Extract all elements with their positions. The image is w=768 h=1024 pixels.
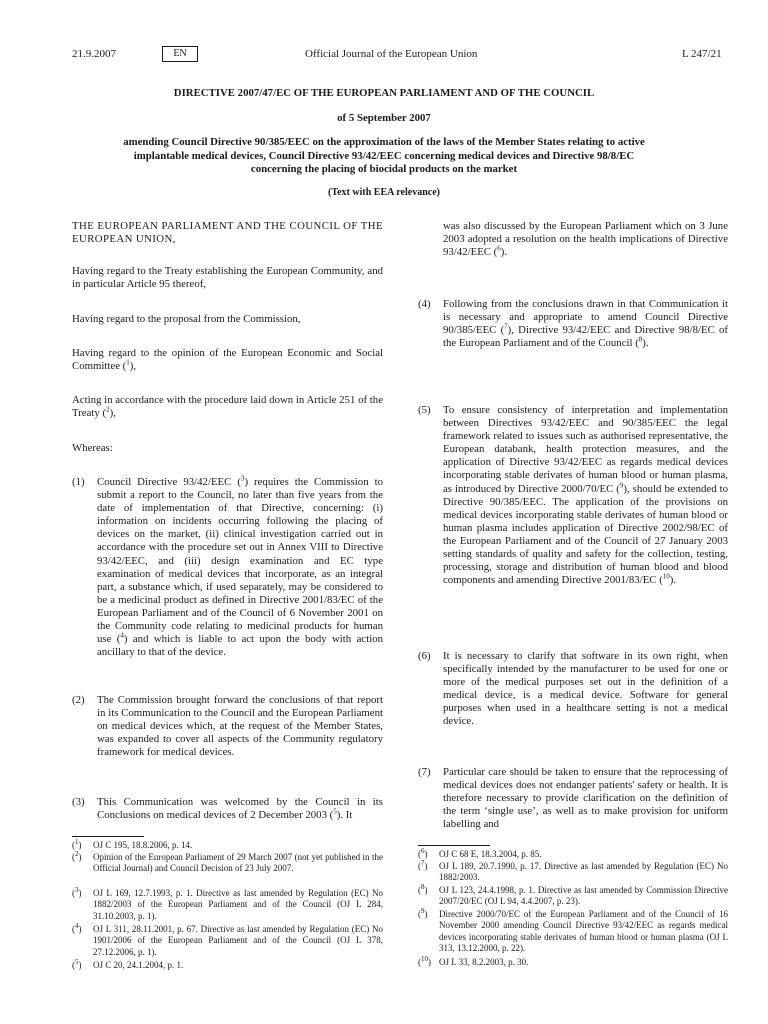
recital-number: (2): [72, 694, 85, 706]
recital-text: Council Directive 93/42/EEC ($^3$) requires the Commission to submit a report to the Council, no later than five years from the date of implementation of that Directive, concerning: (i) information on incidents occurring following the placing of devices on the market, (ii) clinical investigation carried out in accordance with the procedure set out in Annex VIII to Directive 93/42/EEC, and (iii) design examination and EC type examination of medical devices that incorporate, as an integral part, a substance which, if used separately, may be considered to be a medicinal product as defined in Directive 2001/83/EC of the European Parliament and of the Council of 6 November 2001 on the Community code relating to medicinal products for human use ($^4$) and which is liable to act upon the body with action ancillary to that of the device.: [97, 474, 383, 659]
directive-subject: amending Council Directive 90/385/EEC on the approximation of the laws of the Member States relating to active implantable medical devices, Council Directive 93/42/EEC concerning medical devices and Directive 98/8/EC concerning the placing of biocidal products on the market: [123, 136, 645, 175]
intro-paragraph: THE EUROPEAN PARLIAMENT AND THE COUNCIL OF THE EUROPEAN UNION,: [72, 220, 383, 246]
publication-date: 21.9.2007: [72, 48, 116, 60]
whereas-label: Whereas:: [72, 442, 113, 454]
recital-number: (6): [418, 650, 431, 662]
paragraph-proposal: Having regard to the proposal from the Commission,: [72, 313, 301, 325]
paragraph-opinion: Having regard to the opinion of the European Economic and Social Committee ($^1$),: [72, 347, 383, 373]
recital-text: Following from the conclusions drawn in that Communication it is necessary and appropriate to amend Council Directive 90/385/EEC ($^7$), Directive 93/42/EEC and Directive 98/8/EC of the European Parliament and of the Council ($^8$).: [443, 298, 728, 350]
recital-3: [72, 796, 383, 826]
eea-relevance: (Text with EEA relevance): [328, 187, 440, 198]
recital-text: This Communication was welcomed by the Council in its Conclusions on medical devices of 2 December 2003 ($^5$). It: [97, 796, 383, 822]
recital-number: (4): [418, 298, 431, 310]
journal-title: Official Journal of the European Union: [305, 48, 478, 60]
recital-2: [72, 694, 383, 774]
recital-3-continued: was also discussed by the European Parliament which on 3 June 2003 adopted a resolution on the health implications of Directive 93/42/EEC ($^6$).: [443, 220, 728, 259]
footnotes-left: ($^1$) OJ C 195, 18.8.2006, p. 14. ($^2$) Opinion of the European Parliament of 29 March 2007 (not yet published in the Official Journal) and Council Decision of 23 July 2007. ($^3$) OJ L 169, 12.7.1993, p. 1. Directive as last amended by Regulation (EC) No 1882/2003 of the European Parliament and of the Council (OJ L 284, 31.10.2003, p. 1). ($^4$) OJ L 311, 28.11.2001, p. 67. Directive as last amended by Regulation (EC) No 1901/2006 of the European Parliament and of the Council (OJ L 378, 27.12.2006, p. 1). ($^5$) OJ C 20, 24.1.2004, p. 1.: [72, 838, 383, 970]
language-badge: EN: [162, 46, 198, 62]
footnotes-right: ($^6$) OJ C 68 E, 18.3.2004, p. 85. ($^7$) OJ L 189, 20.7.1990, p. 17. Directive as last amended by Regulation (EC) No 1882/2003. ($^8$) OJ L 123, 24.4.1998, p. 1. Directive as last amended by Commission Directive 2007/20/EC (OJ L 94, 4.4.2007, p. 23). ($^9$) Directive 2000/70/EC of the European Parliament and of the Council of 16 November 2000 amending Council Directive 93/42/EEC as regards medical devices incorporating stable derivates of human blood or human plasma (OJ L 313, 13.12.2000, p. 22). ($^{10}$) OJ L 33, 8.2.2003, p. 30.: [418, 847, 728, 967]
directive-title: DIRECTIVE 2007/47/EC OF THE EUROPEAN PARLIAMENT AND OF THE COUNCIL: [173, 87, 595, 99]
recital-number: (1): [72, 476, 85, 488]
recital-number: (5): [418, 404, 431, 416]
recital-5: [418, 404, 728, 614]
footnote-divider-right: [418, 845, 490, 846]
footnote-divider-left: [72, 836, 144, 837]
page-reference: L 247/21: [682, 48, 722, 60]
paragraph-procedure: Acting in accordance with the procedure laid down in Article 251 of the Treaty ($^2$),: [72, 394, 383, 420]
recital-text: The Commission brought forward the conclusions of that report in its Communication to the Council and the European Parliament on medical devices which, at the request of the Member States, was expanded to cover all aspects of the Community regulatory framework for medical devices.: [97, 694, 383, 759]
recital-text: It is necessary to clarify that software in its own right, when specifically intended by the manufacturer to be used for one or more of the medical purposes set out in the definition of a medical device, is a medical device. Software for general purposes when used in a healthcare setting is not a medical device.: [443, 650, 728, 728]
recital-4: [418, 298, 728, 358]
paragraph-treaty: Having regard to the Treaty establishing the European Community, and in particular Article 95 thereof,: [72, 265, 383, 291]
recital-text: Particular care should be taken to ensure that the reprocessing of medical devices does not endanger patients' safety or health. It is therefore necessary to provide clarification on the definition of the term ‘single use’, as well as to make provision for uniform labelling and: [443, 766, 728, 831]
directive-date: of 5 September 2007: [337, 112, 431, 124]
recital-text: To ensure consistency of interpretation and implementation between Directives 93/42/EEC and 90/385/EEC the legal framework related to issues such as authorised representative, the European databank, health protection measures, and the application of Directive 93/42/EEC as regards medical devices incorporating stable derivates of human blood or human plasma, as introduced by Directive 2000/70/EC ($^9$), should be extended to Directive 90/385/EEC. The application of the provisions on medical devices incorporating stable derivates of human blood or human plasma includes application of Directive 2002/98/EC of the European Parliament and of the Council of 27 January 2003 setting standards of quality and safety for the collection, testing, processing, storage and distribution of human blood and blood components and amending Directive 2001/83/EC ($^{10}$).: [443, 404, 728, 587]
recital-number: (3): [72, 796, 85, 808]
recital-1: [72, 476, 383, 676]
recital-6: [418, 650, 728, 730]
recital-number: (7): [418, 766, 431, 778]
recital-7: [418, 766, 728, 836]
